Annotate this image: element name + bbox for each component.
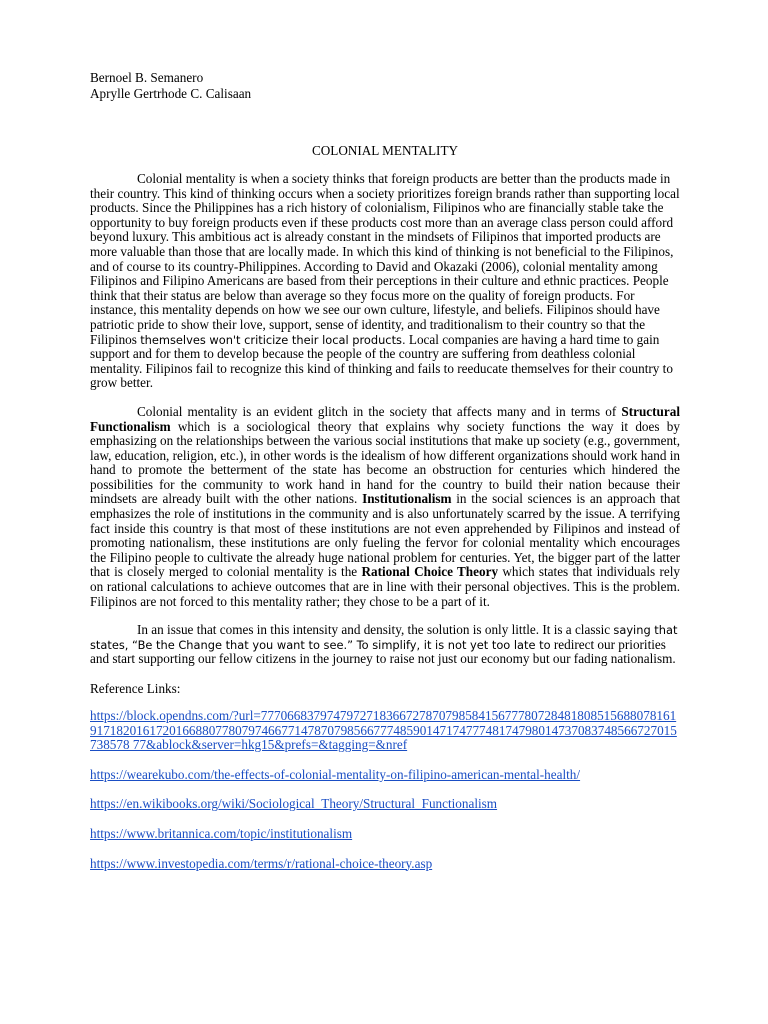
reference-link-wikibooks[interactable]: https://en.wikibooks.org/wiki/Sociological_Theory/Structural_Functionalism	[90, 796, 498, 812]
reference-link-opendns[interactable]: https://block.opendns.com/?url=77706683797479727183667278707985841567778072848180851568807816191718201617201668807780797466771478707985667774859014717477748174798014737083748566727015738578 77&ablock&server=hkg15&prefs=&tagging=&nref	[90, 708, 677, 753]
document-page	[90, 70, 680, 886]
paragraph-conclusion-text-2: redirect our priorities and start supporting our fellow citizens in the journey to raise not just our economy but our fading nationalism.	[90, 636, 676, 667]
paragraph-theories-intro: Colonial mentality is an evident glitch in the society that affects many and in terms of	[137, 403, 622, 419]
paragraph-intro	[90, 172, 680, 391]
paragraph-theories-text-1: which is a sociological theory that explains why society functions the way it does by emphasizing on the relationships between the various social institutions that make up society (e.g., government, law, education, religion, etc.), in other words is the idealism of how different organizations should work hand in hand to promote the betterment of the state has become an obstruction for centuries which hindered the possibilities for the community to work hand in hand for the country to build their nation because their mindsets are already built with the other nations.	[90, 418, 680, 507]
reference-link-britannica[interactable]: https://www.britannica.com/topic/institutionalism	[90, 825, 353, 841]
paragraph-theories-text-2: in the social sciences is an approach that emphasizes the role of institutions in the community and is also unfortunately scarred by the issue. A terrifying fact inside this country is that most of these institutions are not even apprehended by Filipinos and instead of promoting nationalism, these institutions are only fueling the fervor for colonial mentality which encourages the Filipino people to cultivate the already huge national problem for centuries. Yet, the bigger part of the latter that is closely merged to colonial mentality is the	[90, 491, 680, 580]
reference-link-investopedia[interactable]: https://www.investopedia.com/terms/r/rational-choice-theory.asp	[90, 855, 433, 871]
paragraph-conclusion-text-1: In an issue that comes in this intensity and density, the solution is only little. It is a classic	[137, 622, 614, 638]
paragraph-conclusion	[90, 623, 680, 667]
references-heading: Reference Links:	[90, 681, 181, 696]
paragraph-conclusion-sans-text: saying that states, “Be the Change that you want to see.” To simplify, it is not yet too late to	[90, 623, 678, 652]
author-name-1: Bernoel B. Semanero	[90, 70, 204, 85]
paragraph-theories-text-3: which states that individuals rely on rational calculations to achieve outcomes that are in line with their personal objectives. This is the problem. Filipinos are not forced to this mentality rather; they chose to be a part of it.	[90, 564, 680, 609]
paragraph-intro-text-2: Local companies are having a hard time to gain support and for them to develop because the people of the country are suffering from deathless colonial mentality. Filipinos fail to recognize this kind of thinking and fails to reeducate themselves for their country to grow better.	[90, 331, 673, 391]
term-rational-choice-theory: Rational Choice Theory	[361, 564, 499, 580]
paragraph-theories	[90, 405, 680, 609]
author-name-2: Aprylle Gertrhode C. Calisaan	[90, 86, 252, 101]
term-institutionalism: Institutionalism	[362, 491, 452, 507]
paragraph-intro-text-1: Colonial mentality is when a society thinks that foreign products are better than the products made in their country. This kind of thinking occurs when a society prioritizes foreign brands rather than supporting local products. Since the Philippines has a rich history of colonialism, Filipinos who are financially stable take the opportunity to buy foreign products even if these products cost more than an average class person could afford beyond luxury. This ambitious act is already constant in the mindsets of Filipinos that imported products are more valuable than those that are locally made. In which this kind of thinking is not beneficial to the Filipinos, and of course to its country-Philippines. According to David and Okazaki (2006), colonial mentality among Filipinos and Filipino Americans are based from their perceptions in their culture and ethnic practices. People think that their status are below than average so they focus more on the quality of foreign products. For instance, this mentality depends on how we see our own culture, lifestyle, and beliefs. Filipinos should have patriotic pride to show their love, support, sense of identity, and traditionalism to their country so that the Filipinos	[90, 171, 680, 347]
reference-link-wearekubo[interactable]: https://wearekubo.com/the-effects-of-colonial-mentality-on-filipino-american-mental-health/	[90, 766, 581, 782]
document-title: COLONIAL MENTALITY	[311, 143, 459, 158]
paragraph-intro-sans-text: themselves won't criticize their local products.	[140, 332, 406, 347]
term-structural-functionalism: Structural Functionalism	[90, 403, 680, 434]
